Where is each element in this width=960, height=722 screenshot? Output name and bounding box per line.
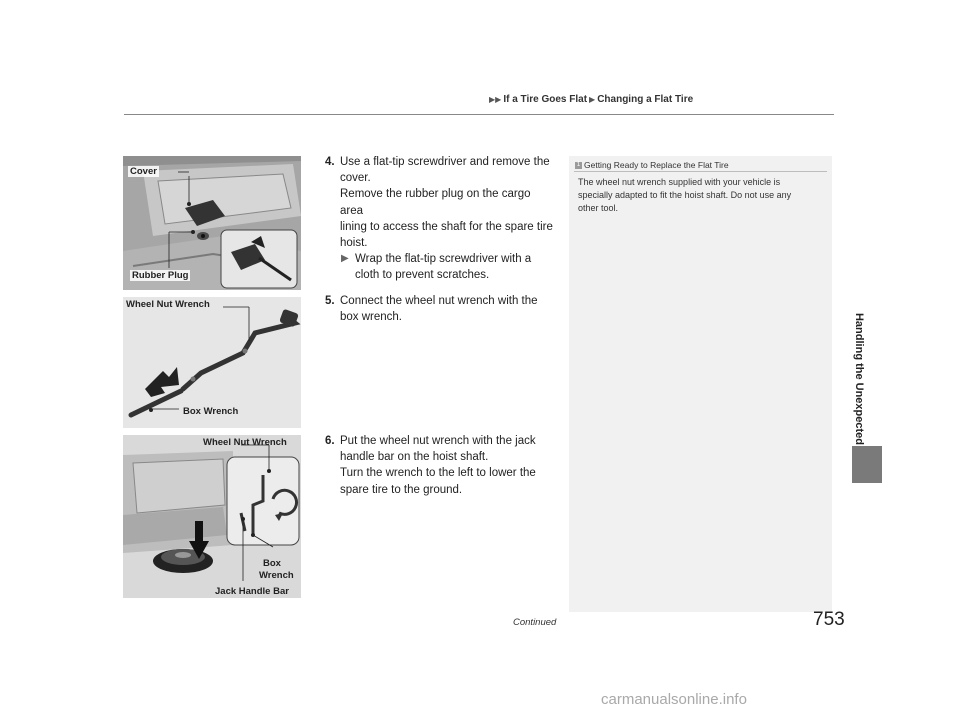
- continued-label: Continued: [513, 617, 557, 628]
- note-divider: [574, 171, 827, 172]
- breadcrumb: [487, 94, 693, 105]
- figure-lower-spare-tire: [123, 435, 301, 598]
- sub-note-line: Wrap the flat-tip screwdriver with a: [355, 253, 532, 266]
- step-line: Use a flat-tip screwdriver and remove the: [340, 156, 550, 168]
- step-line: Remove the rubber plug on the cargo area: [340, 188, 531, 217]
- note-line: specially adapted to fit the hoist shaft. Do not use any: [578, 190, 792, 200]
- callout-wheel-nut-wrench: Wheel Nut Wrench: [126, 299, 210, 310]
- callout-jack-handle-bar: Jack Handle Bar: [215, 586, 289, 597]
- step-text: [340, 154, 555, 251]
- step-number: 6.: [325, 435, 335, 447]
- breadcrumb-arrow-icon: ▶: [589, 95, 596, 104]
- step-line: cover.: [340, 172, 371, 185]
- step-line: lining to access the shaft for the spare tire: [340, 220, 553, 233]
- sub-note-line: cloth to prevent scratches.: [355, 269, 490, 282]
- note-reference-icon: 1: [576, 161, 581, 168]
- section-side-label-text: Handling the Unexpected: [853, 312, 865, 446]
- step-sub-note: [340, 251, 555, 283]
- step-text: [340, 293, 555, 325]
- step-5: [325, 293, 555, 325]
- callout-cover: Cover: [130, 166, 157, 177]
- step-line: box wrench.: [340, 311, 403, 324]
- note-title-text: Getting Ready to Replace the Flat Tire: [584, 160, 729, 170]
- step-line: Connect the wheel nut wrench with the: [340, 295, 538, 307]
- breadcrumb-item[interactable]: If a Tire Goes Flat: [503, 94, 588, 105]
- page-number: 753: [813, 609, 845, 630]
- watermark: carmanualsonline.info: [601, 691, 747, 708]
- step-line: hoist.: [340, 237, 368, 250]
- breadcrumb-item[interactable]: Changing a Flat Tire: [597, 94, 694, 105]
- note-box: [569, 156, 832, 612]
- step-6: [325, 433, 555, 498]
- note-body: [578, 176, 824, 215]
- figure-wrench-assembly: [123, 297, 301, 428]
- step-line: handle bar on the hoist shaft.: [340, 451, 489, 464]
- step-line: Put the wheel nut wrench with the jack: [340, 435, 536, 447]
- figure-cover-rubber-plug: [123, 156, 301, 290]
- callout-rubber-plug: Rubber Plug: [132, 270, 189, 281]
- callout-box: Box: [263, 558, 281, 569]
- sub-note-arrow-icon: ▶: [341, 253, 349, 265]
- note-line: other tool.: [578, 203, 619, 213]
- note-title[interactable]: [575, 160, 729, 170]
- section-tab-marker[interactable]: [852, 446, 882, 483]
- section-side-label: [846, 304, 872, 454]
- step-line: spare tire to the ground.: [340, 483, 463, 496]
- callout-wrench: Wrench: [259, 570, 294, 581]
- breadcrumb-arrow-icon: ▶▶: [489, 95, 502, 104]
- header-divider: [124, 114, 834, 115]
- step-number: 4.: [325, 156, 335, 168]
- step-text: [340, 433, 555, 498]
- callout-wheel-nut-wrench: Wheel Nut Wrench: [203, 437, 287, 448]
- step-number: 5.: [325, 295, 335, 307]
- callout-box-wrench: Box Wrench: [183, 406, 239, 417]
- step-line: Turn the wrench to the left to lower the: [340, 467, 536, 480]
- note-line: The wheel nut wrench supplied with your vehicle is: [578, 177, 781, 187]
- step-4: [325, 154, 555, 284]
